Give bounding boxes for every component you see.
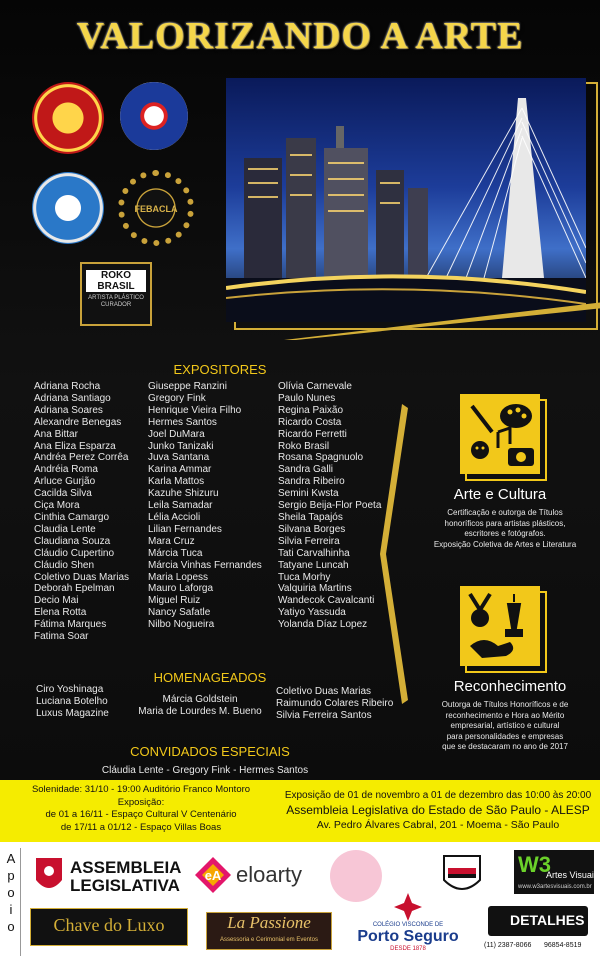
- passione-text: La Passione: [227, 913, 311, 932]
- expositor-name: Andréia Roma: [34, 464, 98, 476]
- expositor-name: Cláudio Cupertino: [34, 547, 115, 559]
- solenidade-text: Solenidade: 31/10 - 19:00 Auditório Franco Montoro: [31, 784, 251, 795]
- homenageado-name: Maria de Lourdes M. Bueno: [138, 705, 262, 717]
- expositor-name: Silvana Borges: [278, 523, 346, 535]
- roko-sub2: CURADOR: [100, 302, 132, 308]
- la-passione-logo: [206, 912, 332, 950]
- phone-2: 96854-8519: [544, 942, 582, 949]
- expositor-name: Paulo Nunes: [278, 392, 336, 404]
- roko-line2: BRASIL: [97, 281, 135, 292]
- detalhes-text: DETALHES: [510, 912, 585, 928]
- homenageado-name: Silvia Ferreira Santos: [276, 709, 372, 721]
- homenageado-name: Raimundo Colares Ribeiro: [276, 697, 394, 709]
- expositor-name: Semini Kwsta: [278, 488, 339, 500]
- expositor-name: Valquiria Martins: [278, 583, 352, 595]
- porto-seguro-logo: [352, 892, 464, 954]
- gold-diagonal-decoration: [244, 300, 600, 340]
- apoio-letter: o: [7, 885, 15, 900]
- expositor-name: Tuca Morhy: [278, 571, 331, 583]
- reconhecimento-line: reconhecimento e Hora ao Mérito: [445, 710, 565, 720]
- alesp-text-2: LEGISLATIVA: [70, 876, 180, 895]
- febacla-logo: FEBACLA: [118, 170, 194, 246]
- venue-address: Av. Pedro Álvares Cabral, 201 - Moema - São Paulo: [316, 819, 560, 831]
- reconhecimento-line: para personalidades e empresas: [446, 731, 564, 741]
- homenageado-name: Ciro Yoshinaga: [36, 684, 104, 695]
- expositor-name: Junko Tanizaki: [148, 440, 214, 452]
- expositor-name: Nancy Safatle: [148, 607, 211, 619]
- expositor-name: Kazuhe Shizuru: [148, 488, 219, 500]
- expositor-name: Elena Rotta: [34, 607, 87, 619]
- expositor-name: Cláudio Shen: [34, 559, 95, 571]
- eloarty-logo: [194, 856, 324, 896]
- expositor-name: Claudiana Souza: [34, 535, 111, 547]
- w3-text: Artes Visuais: [546, 870, 599, 880]
- expositor-name: Fátima Marques: [34, 619, 107, 631]
- expositor-name: Decio Mai: [34, 595, 79, 607]
- homenageados-column-2: [136, 694, 264, 718]
- expositor-name: Alexandre Benegas: [34, 416, 122, 428]
- roko-brasil-logo: [80, 262, 152, 326]
- expositor-name: Henrique Vieira Filho: [148, 404, 242, 416]
- eloarty-text: eloarty: [236, 862, 303, 887]
- expositor-name: Karina Ammar: [148, 464, 212, 476]
- expositor-name: Gregory Fink: [148, 392, 206, 404]
- city-photo-frame: [226, 78, 600, 334]
- reconhecimento-description: [420, 700, 590, 753]
- reconhecimento-line: empresarial, artístico e cultural: [450, 721, 560, 730]
- expositor-name: Sandra Galli: [278, 464, 334, 476]
- arte-cultura-line: Certificação e outorga de Títulos: [447, 508, 563, 517]
- apoio-letter: p: [7, 868, 15, 883]
- expositor-name: Márcia Vinhas Fernandes: [148, 559, 262, 571]
- venue-name: Assembleia Legislativa do Estado de São Paulo - ALESP: [286, 803, 590, 817]
- reconhecimento-line: Outorga de Títulos Honoríficos e de: [441, 700, 569, 709]
- arte-cultura-line: escritores e fotógrafos.: [464, 529, 546, 538]
- expositor-name: Olívia Carnevale: [278, 381, 352, 392]
- expositor-name: Yatiyo Yassuda: [278, 607, 346, 619]
- convidados-names: Cláudia Lente - Gregory Fink - Hermes Santos: [101, 765, 309, 776]
- homenageados-column-3: [276, 686, 393, 722]
- expositor-name: Miguel Ruiz: [148, 595, 201, 607]
- arts-icon: [458, 392, 548, 482]
- chave-text: Chave do Luxo: [53, 915, 165, 935]
- expositor-name: Arluce Gurjão: [34, 476, 96, 488]
- expositores-column-3: [278, 381, 381, 631]
- expositor-name: Ana Bittar: [34, 428, 78, 440]
- apoio-label: [2, 850, 20, 935]
- expositor-name: Giuseppe Ranzini: [148, 381, 227, 392]
- arte-cultura-line: Exposição Coletiva de Artes e Literatura: [433, 539, 577, 549]
- expositor-name: Maria Lopess: [148, 571, 209, 583]
- exposicao-dates-2: de 17/11 a 01/12 - Espaço Villas Boas: [60, 821, 222, 833]
- expositor-name: Ricardo Costa: [278, 416, 342, 428]
- expositor-name: Nilbo Nogueira: [148, 619, 215, 631]
- sponsors-area: [0, 842, 600, 960]
- reconhecimento-line: que se destacaram no ano de 2017: [442, 742, 568, 751]
- arte-cultura-line: honoríficos para artistas plásticos,: [444, 518, 566, 528]
- expositor-name: Yolanda Díaz Lopez: [278, 619, 368, 631]
- expositor-name: Adriana Soares: [34, 404, 103, 416]
- academy-seal-red-logo: [32, 82, 104, 154]
- expositores-heading: EXPOSITORES: [173, 362, 267, 377]
- expositor-name: Regina Paixão: [278, 404, 344, 416]
- recognition-icon: [458, 584, 548, 674]
- federation-seal-logo: [32, 172, 104, 244]
- reconhecimento-title: Reconhecimento: [453, 678, 567, 695]
- expositor-name: Sergio Beija-Flor Poeta: [278, 500, 382, 512]
- expositor-name: Lilian Fernandes: [148, 523, 222, 535]
- expositor-name: Cacilda Silva: [34, 488, 92, 500]
- exhibition-period: Exposição de 01 de novembro a 01 de dezembro das 10:00 às 20:00: [284, 790, 592, 801]
- expositor-name: Rosana Spagnuolo: [278, 452, 364, 464]
- city-bridge-photo: [226, 78, 586, 322]
- exposicao-dates-1: de 01 a 16/11 - Espaço Cultural V Centenário: [45, 809, 237, 821]
- expositor-name: Andréa Perez Corrêa: [34, 452, 129, 464]
- expositor-name: Coletivo Duas Marias: [34, 571, 130, 583]
- roko-line1: ROKO: [101, 270, 131, 281]
- colegio-text: COLÉGIO VISCONDE DE: [372, 922, 444, 928]
- expositor-name: Sheila Tapajós: [278, 511, 343, 523]
- alesp-text-1: ASSEMBLEIA: [70, 858, 182, 877]
- expositor-name: Márcia Tuca: [148, 547, 203, 559]
- expositor-name: Sandra Ribeiro: [278, 476, 345, 488]
- expositor-name: Tati Carvalhinha: [278, 547, 350, 559]
- expositores-column-1: [34, 381, 129, 643]
- roko-sub1: ARTISTA PLÁSTICO: [88, 295, 144, 301]
- exposicao-label: Exposição:: [117, 796, 165, 808]
- chave-do-luxo-logo: [30, 908, 188, 946]
- expositor-name: Leila Samadar: [148, 500, 213, 512]
- event-info-band: [0, 780, 600, 842]
- convidados-heading: CONVIDADOS ESPECIAIS: [130, 744, 290, 759]
- expositor-name: Silvia Ferreira: [278, 535, 340, 547]
- arte-cultura-description: [420, 508, 590, 550]
- homenageados-heading: HOMENAGEADOS: [153, 670, 267, 685]
- expositor-name: Fatima Soar: [34, 631, 89, 643]
- apoio-letter: o: [7, 919, 15, 934]
- alesp-logo: [34, 854, 184, 898]
- apoio-letter: A: [6, 851, 16, 866]
- expositor-name: Ana Eliza Esparza: [34, 440, 116, 452]
- porto-text: Porto Seguro: [357, 928, 459, 945]
- expositor-name: Mauro Laforga: [148, 583, 214, 595]
- homenageados-column-1: [36, 684, 109, 720]
- w3-url: www.w3artesvisuais.com.br: [518, 884, 592, 890]
- homenageado-name: Márcia Goldstein: [162, 694, 238, 705]
- expositor-name: Cinthia Camargo: [34, 511, 110, 523]
- expositor-name: Juva Santana: [148, 452, 210, 464]
- svg-text:eA: eA: [204, 868, 222, 883]
- homenageado-name: Luciana Botelho: [36, 695, 108, 707]
- expositor-name: Deborah Epelman: [34, 583, 115, 595]
- passione-sub: Assessoria e Cerimonial em Eventos: [219, 937, 319, 943]
- expositor-name: Ciça Mora: [34, 500, 80, 512]
- expositor-name: Lélia Accioli: [148, 511, 201, 523]
- gold-chevron-divider: [380, 404, 408, 704]
- homenageado-name: Luxus Magazine: [36, 707, 109, 719]
- expositor-name: Adriana Santiago: [34, 392, 111, 404]
- academy-seal-blue-logo: [120, 82, 188, 150]
- expositor-name: Hermes Santos: [148, 416, 217, 428]
- expositor-name: Ricardo Ferretti: [278, 428, 347, 440]
- expositor-name: Karla Mattos: [148, 476, 205, 488]
- detalhes-logo: [484, 904, 596, 954]
- expositor-name: Tatyane Luncah: [278, 559, 349, 571]
- w3-artes-visuais-logo: W3 Artes Visuais www.w3artesvisuais.com.br: [514, 850, 594, 894]
- expositor-name: Roko Brasil: [278, 440, 330, 452]
- expositor-name: Claudia Lente: [34, 523, 96, 535]
- expositor-name: Wandecok Cavalcanti: [278, 595, 375, 607]
- poster-title: VALORIZANDO A ARTE: [76, 15, 524, 57]
- desde-text: DESDE 1878: [390, 946, 426, 952]
- expositores-column-2: [148, 381, 262, 631]
- expositor-name: Joel DuMara: [148, 428, 205, 440]
- phone-1: (11) 2387-8066: [484, 942, 532, 949]
- expositor-name: Mara Cruz: [148, 535, 195, 547]
- homenageado-name: Coletivo Duas Marias: [276, 686, 372, 697]
- arte-cultura-title: Arte e Cultura: [453, 486, 547, 503]
- expositor-name: Adriana Rocha: [34, 381, 101, 392]
- apoio-letter: i: [9, 902, 13, 917]
